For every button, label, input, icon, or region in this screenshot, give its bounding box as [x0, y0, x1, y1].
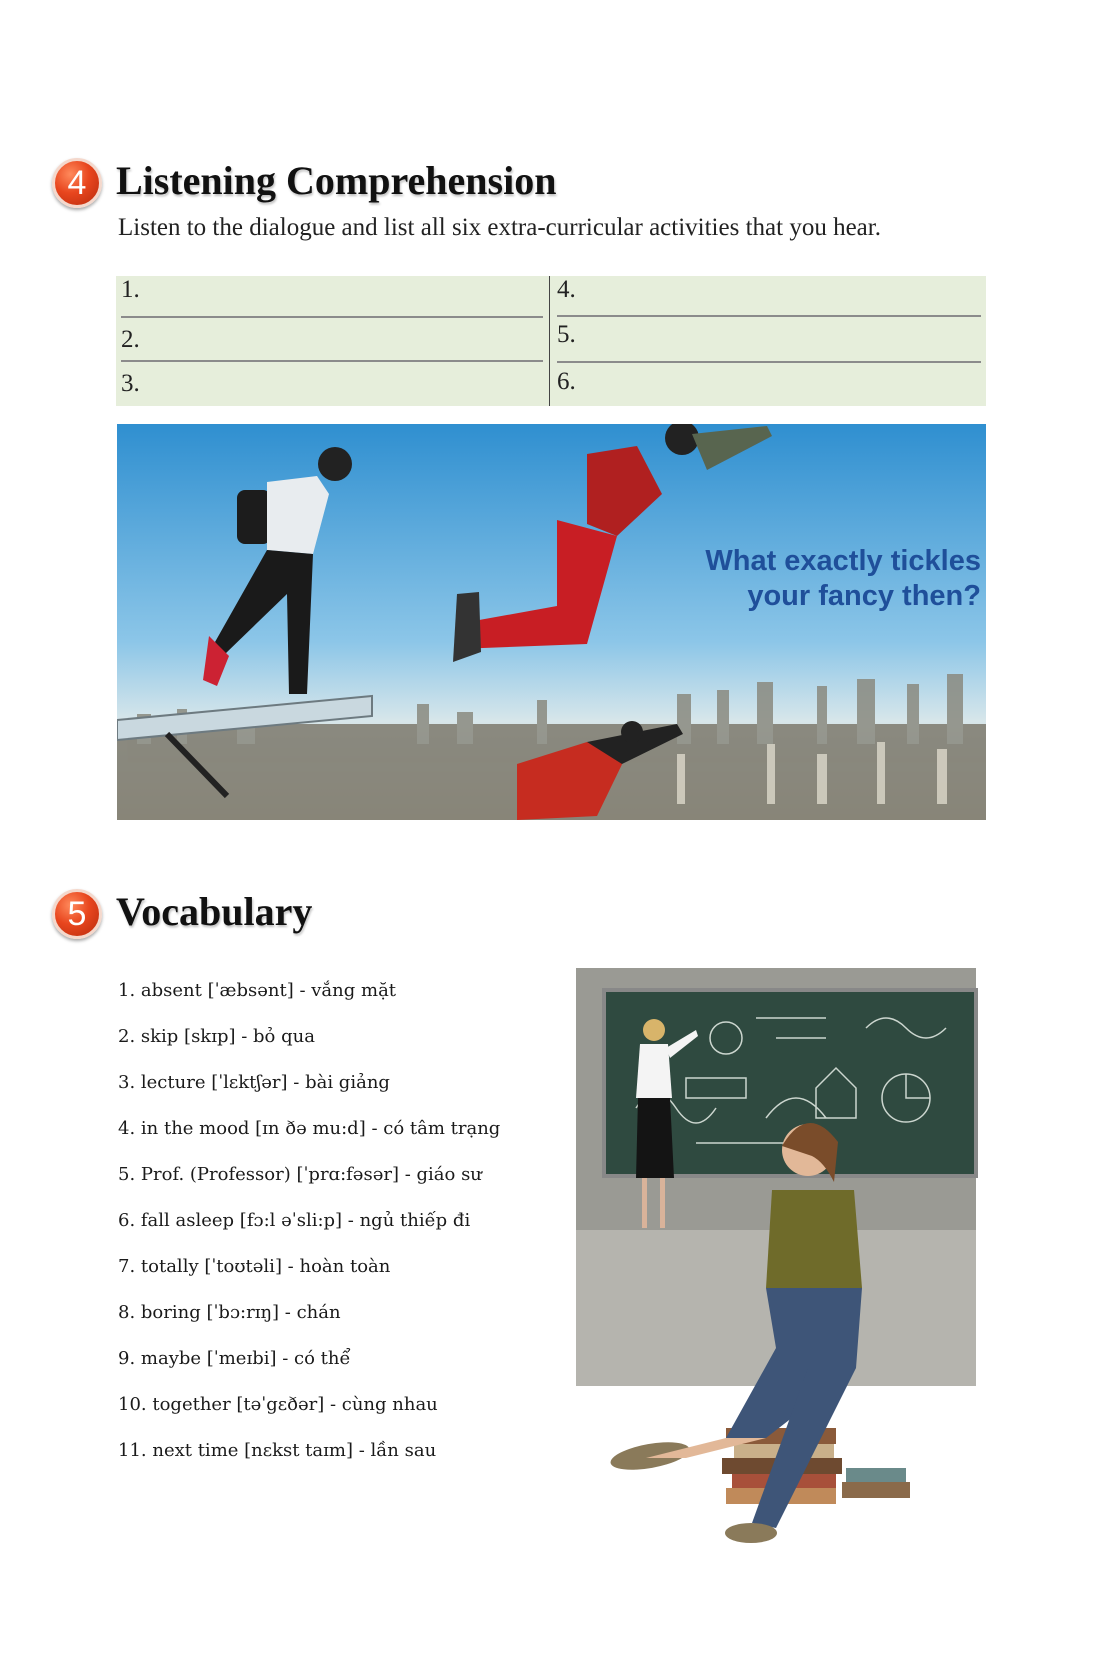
section-5-title: Vocabulary: [116, 889, 313, 934]
photo-caption-line-2: your fancy then?: [747, 580, 981, 612]
vocab-item: 5. Prof. (Professor) [ˈprɑ:fəsər] - giáo sư: [118, 1164, 482, 1185]
section-4-badge: 4: [52, 158, 102, 208]
answer-label-5: 5.: [557, 321, 576, 348]
vocabulary-list: [118, 979, 500, 1485]
section-5-badge: 5: [52, 889, 102, 939]
vocab-item: 2. skip [skɪp] - bỏ qua: [118, 1026, 315, 1047]
section-4-title: Listening Comprehension: [116, 158, 557, 203]
answer-label-1: 1.: [121, 276, 140, 303]
vocab-item: 8. boring [ˈbɔ:rɪŋ] - chán: [118, 1302, 341, 1323]
listening-instruction: Listen to the dialogue and list all six extra-curricular activities that you hear.: [118, 214, 881, 241]
vocab-item: 4. in the mood [ɪn ðə mu:d] - có tâm trạng: [118, 1118, 501, 1139]
vocab-item: 9. maybe [ˈmeɪbi] - có thể: [118, 1348, 351, 1369]
answer-line-5[interactable]: [557, 361, 981, 363]
photo-caption-line-1: What exactly tickles: [705, 545, 981, 577]
vocab-item: 11. next time [nɛkst taɪm] - lần sau: [118, 1440, 437, 1461]
photo-caption: [651, 544, 981, 614]
vocab-item: 6. fall asleep [fɔ:l əˈsli:p] - ngủ thiếp đi: [118, 1210, 471, 1231]
answer-label-4: 4.: [557, 276, 576, 303]
vocab-item: 10. together [təˈgɛðər] - cùng nhau: [118, 1394, 438, 1415]
answer-column-divider: [549, 276, 550, 406]
classroom-photo: [576, 968, 982, 1558]
answer-box: [116, 276, 986, 406]
answer-label-3: 3.: [121, 370, 140, 397]
skydiving-photo: [117, 424, 986, 820]
answer-label-2: 2.: [121, 326, 140, 353]
answer-line-2[interactable]: [121, 360, 543, 362]
answer-line-4[interactable]: [557, 315, 981, 317]
answer-line-1[interactable]: [121, 316, 543, 318]
vocab-item: 1. absent [ˈæbsənt] - vắng mặt: [118, 980, 397, 1001]
student-illustration: [576, 968, 982, 1558]
answer-label-6: 6.: [557, 368, 576, 395]
vocab-item: 3. lecture [ˈlɛktʃər] - bài giảng: [118, 1072, 390, 1093]
skydivers-illustration: [117, 424, 986, 820]
vocab-item: 7. totally [ˈtoʊtəli] - hoàn toàn: [118, 1256, 391, 1277]
